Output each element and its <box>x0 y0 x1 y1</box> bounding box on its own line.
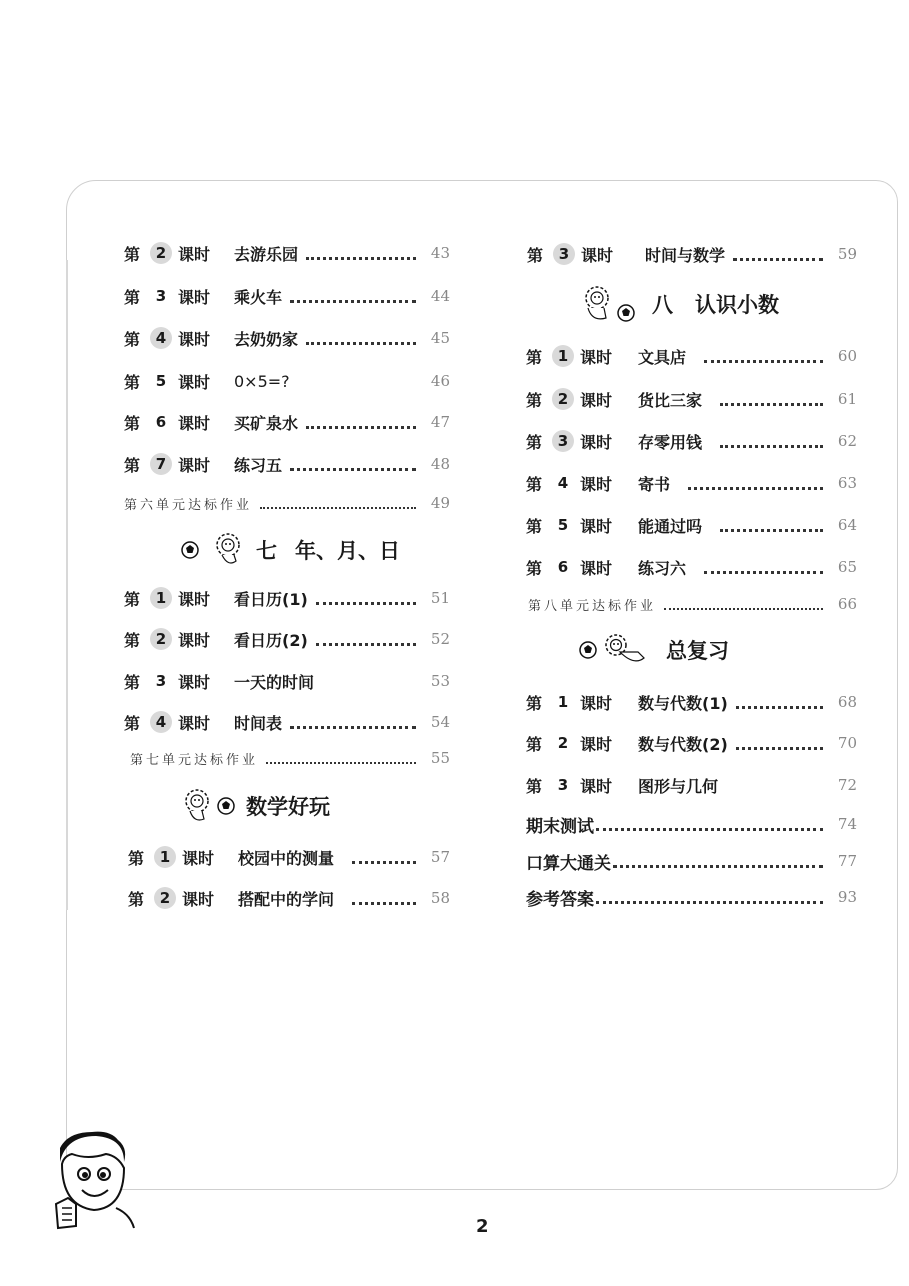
lesson-title: 文具店 <box>638 347 687 367</box>
page-number: 58 <box>430 889 450 907</box>
lion-mascot-icon <box>180 787 216 825</box>
page-number: 70 <box>837 734 857 752</box>
lesson-number: 1 <box>154 846 176 868</box>
lesson-number: 4 <box>557 474 569 492</box>
row-prefix: 第 <box>124 589 141 609</box>
page-number: 43 <box>430 244 450 262</box>
leader-dots <box>266 752 416 764</box>
extra-title: 口算大通关 <box>526 853 611 874</box>
row-prefix: 第 <box>526 558 543 578</box>
row-suffix: 课时 <box>580 432 613 452</box>
toc-row[interactable] <box>526 471 857 495</box>
lesson-number: 5 <box>155 372 167 390</box>
leader-dots <box>306 332 416 345</box>
lesson-number: 3 <box>553 243 575 265</box>
leader-dots <box>306 416 416 429</box>
row-prefix: 第 <box>124 713 141 733</box>
row-suffix: 课时 <box>580 558 613 578</box>
leader-dots <box>720 519 823 532</box>
toc-row[interactable] <box>124 586 450 610</box>
toc-row[interactable] <box>527 242 857 266</box>
section-heading <box>578 630 729 670</box>
lesson-title: 校园中的测量 <box>238 848 335 868</box>
row-suffix: 课时 <box>178 589 211 609</box>
toc-row[interactable] <box>526 773 857 797</box>
row-suffix: 课时 <box>178 713 211 733</box>
row-prefix: 第 <box>526 516 543 536</box>
leader-dots <box>720 435 823 448</box>
page-number: 59 <box>837 245 857 263</box>
row-prefix: 第 <box>124 630 141 650</box>
lesson-title: 0×5=? <box>234 371 290 391</box>
toc-row[interactable] <box>526 387 857 411</box>
page-number: 72 <box>837 776 857 794</box>
lesson-number: 3 <box>552 430 574 452</box>
page-number: 60 <box>837 347 857 365</box>
toc-row[interactable] <box>526 513 857 537</box>
lesson-title: 寄书 <box>638 474 671 494</box>
page-number: 47 <box>430 413 450 431</box>
page-number: 74 <box>837 815 857 833</box>
leader-dots <box>688 477 823 490</box>
row-prefix: 第 <box>124 672 141 692</box>
lesson-number: 1 <box>557 693 569 711</box>
leader-dots <box>316 633 416 646</box>
row-prefix: 第 <box>526 390 543 410</box>
lesson-number: 5 <box>557 516 569 534</box>
lesson-title: 时间表 <box>234 713 283 733</box>
chapter-heading <box>580 282 779 326</box>
page-number: 61 <box>837 390 857 408</box>
toc-row[interactable] <box>526 731 857 755</box>
page-number: 65 <box>837 558 857 576</box>
row-suffix: 课时 <box>580 734 613 754</box>
page-number-footer: 2 <box>476 1216 489 1237</box>
lesson-title: 买矿泉水 <box>234 413 299 433</box>
row-suffix: 课时 <box>580 390 613 410</box>
row-suffix: 课时 <box>581 245 614 265</box>
lesson-title: 练习五 <box>234 455 283 475</box>
row-prefix: 第 <box>526 347 543 367</box>
toc-row[interactable] <box>526 344 857 368</box>
leader-dots <box>306 247 416 260</box>
page-number: 57 <box>430 848 450 866</box>
lesson-number: 2 <box>154 887 176 909</box>
frame-shadow <box>66 260 74 910</box>
leader-dots <box>290 458 416 471</box>
page-number: 55 <box>430 749 450 767</box>
lesson-number: 1 <box>150 587 172 609</box>
lesson-title: 看日历(2) <box>234 630 308 650</box>
page-number: 68 <box>837 693 857 711</box>
row-prefix: 第 <box>124 413 141 433</box>
leader-dots <box>316 592 416 605</box>
lesson-number: 4 <box>150 711 172 733</box>
lion-mascot-icon <box>598 632 646 668</box>
unit-test-row[interactable] <box>528 593 857 615</box>
unit-test-row[interactable] <box>130 747 450 769</box>
chapter-number: 七 <box>256 539 277 563</box>
leader-dots <box>664 598 823 610</box>
row-suffix: 课时 <box>178 244 211 264</box>
lion-mascot-icon <box>210 531 246 569</box>
section-title: 总复习 <box>666 639 729 663</box>
page-number: 54 <box>430 713 450 731</box>
toc-row[interactable] <box>526 555 857 579</box>
row-suffix: 课时 <box>580 474 613 494</box>
lesson-number: 6 <box>557 558 569 576</box>
unit-test-label: 第六单元达标作业 <box>124 497 253 513</box>
toc-row[interactable] <box>124 410 450 434</box>
toc-row[interactable] <box>124 452 450 476</box>
leader-dots <box>290 290 416 303</box>
row-prefix: 第 <box>124 287 141 307</box>
page-number: 64 <box>837 516 857 534</box>
lesson-number: 1 <box>552 345 574 367</box>
row-prefix: 第 <box>128 848 145 868</box>
row-prefix: 第 <box>128 889 145 909</box>
lesson-number: 3 <box>557 776 569 794</box>
leader-dots <box>720 393 823 406</box>
toc-row[interactable] <box>526 690 857 714</box>
lesson-title: 去奶奶家 <box>234 329 299 349</box>
toc-extra-row[interactable] <box>526 884 857 910</box>
lesson-number: 6 <box>155 413 167 431</box>
leader-dots <box>352 892 416 905</box>
leader-dots <box>613 855 823 868</box>
leader-dots <box>733 248 823 261</box>
chapter-title: 年、月、日 <box>295 539 400 563</box>
row-suffix: 课时 <box>580 516 613 536</box>
row-suffix: 课时 <box>178 630 211 650</box>
lesson-number: 3 <box>155 672 167 690</box>
unit-test-label: 第七单元达标作业 <box>130 752 259 768</box>
row-prefix: 第 <box>526 776 543 796</box>
page-number: 49 <box>430 494 450 512</box>
lesson-title: 看日历(1) <box>234 589 308 609</box>
lesson-number: 2 <box>557 734 569 752</box>
toc-row[interactable] <box>128 845 450 869</box>
section-heading <box>180 786 330 826</box>
row-suffix: 课时 <box>580 776 613 796</box>
lesson-title: 练习六 <box>638 558 687 578</box>
page-number: 63 <box>837 474 857 492</box>
page-number: 46 <box>430 372 450 390</box>
extra-title: 期末测试 <box>526 816 594 837</box>
lesson-title: 存零用钱 <box>638 432 703 452</box>
section-title: 数学好玩 <box>246 795 330 819</box>
leader-dots <box>260 497 416 509</box>
row-suffix: 课时 <box>178 413 211 433</box>
lesson-number: 2 <box>150 628 172 650</box>
lesson-number: 2 <box>150 242 172 264</box>
page-number: 66 <box>837 595 857 613</box>
toc-row[interactable] <box>124 369 450 393</box>
toc-row[interactable] <box>124 284 450 308</box>
page-number: 62 <box>837 432 857 450</box>
page-number: 48 <box>430 455 450 473</box>
lesson-title: 货比三家 <box>638 390 703 410</box>
lesson-number: 3 <box>155 287 167 305</box>
chapter-title: 认识小数 <box>695 293 779 317</box>
row-prefix: 第 <box>124 329 141 349</box>
leader-dots <box>736 737 823 750</box>
row-prefix: 第 <box>124 372 141 392</box>
lesson-title: 搭配中的学问 <box>238 889 335 909</box>
lesson-number: 7 <box>150 453 172 475</box>
row-suffix: 课时 <box>580 347 613 367</box>
row-suffix: 课时 <box>182 848 215 868</box>
leader-gap <box>298 376 416 386</box>
toc-row[interactable] <box>124 669 450 693</box>
soccer-ball-icon <box>180 540 200 560</box>
lesson-number: 2 <box>552 388 574 410</box>
page-number: 93 <box>837 888 857 906</box>
row-suffix: 课时 <box>178 329 211 349</box>
lesson-title: 能通过吗 <box>638 516 703 536</box>
lesson-title: 数与代数(1) <box>638 693 728 713</box>
page-number: 45 <box>430 329 450 347</box>
row-prefix: 第 <box>526 693 543 713</box>
leader-dots <box>596 891 823 904</box>
row-prefix: 第 <box>526 432 543 452</box>
lesson-title: 一天的时间 <box>234 672 315 692</box>
leader-gap <box>322 676 416 686</box>
row-suffix: 课时 <box>178 672 211 692</box>
row-suffix: 课时 <box>580 693 613 713</box>
leader-gap <box>726 780 823 790</box>
lesson-title: 乘火车 <box>234 287 283 307</box>
row-prefix: 第 <box>124 244 141 264</box>
page-number: 53 <box>430 672 450 690</box>
page-number: 51 <box>430 589 450 607</box>
row-suffix: 课时 <box>182 889 215 909</box>
toc-extra-row[interactable] <box>526 811 857 837</box>
unit-test-row[interactable] <box>124 492 450 514</box>
toc-row[interactable] <box>526 429 857 453</box>
lesson-title: 数与代数(2) <box>638 734 728 754</box>
toc-row[interactable] <box>124 241 450 265</box>
toc-row[interactable] <box>124 627 450 651</box>
leader-dots <box>736 696 823 709</box>
leader-dots <box>290 716 416 729</box>
toc-row[interactable] <box>124 326 450 350</box>
page-number: 44 <box>430 287 450 305</box>
row-prefix: 第 <box>124 455 141 475</box>
lesson-title: 图形与几何 <box>638 776 719 796</box>
unit-test-label: 第八单元达标作业 <box>528 598 657 614</box>
chapter-number: 八 <box>652 293 673 317</box>
lesson-number: 4 <box>150 327 172 349</box>
extra-title: 参考答案 <box>526 889 594 910</box>
soccer-ball-icon <box>216 796 236 816</box>
row-prefix: 第 <box>527 245 544 265</box>
row-suffix: 课时 <box>178 372 211 392</box>
leader-dots <box>596 818 823 831</box>
toc-row[interactable] <box>128 886 450 910</box>
lesson-title: 去游乐园 <box>234 244 299 264</box>
toc-extra-row[interactable] <box>526 848 857 874</box>
row-suffix: 课时 <box>178 455 211 475</box>
soccer-ball-icon <box>616 303 636 323</box>
page-number: 52 <box>430 630 450 648</box>
lion-mascot-icon <box>580 284 616 324</box>
page-number: 77 <box>837 852 857 870</box>
leader-dots <box>352 851 416 864</box>
row-suffix: 课时 <box>178 287 211 307</box>
soccer-ball-icon <box>578 640 598 660</box>
leader-dots <box>704 561 823 574</box>
toc-row[interactable] <box>124 710 450 734</box>
chapter-heading <box>180 530 400 570</box>
boy-thumbs-up-icon <box>48 1128 140 1232</box>
row-prefix: 第 <box>526 474 543 494</box>
row-prefix: 第 <box>526 734 543 754</box>
leader-dots <box>704 350 823 363</box>
lesson-title: 时间与数学 <box>645 245 726 265</box>
